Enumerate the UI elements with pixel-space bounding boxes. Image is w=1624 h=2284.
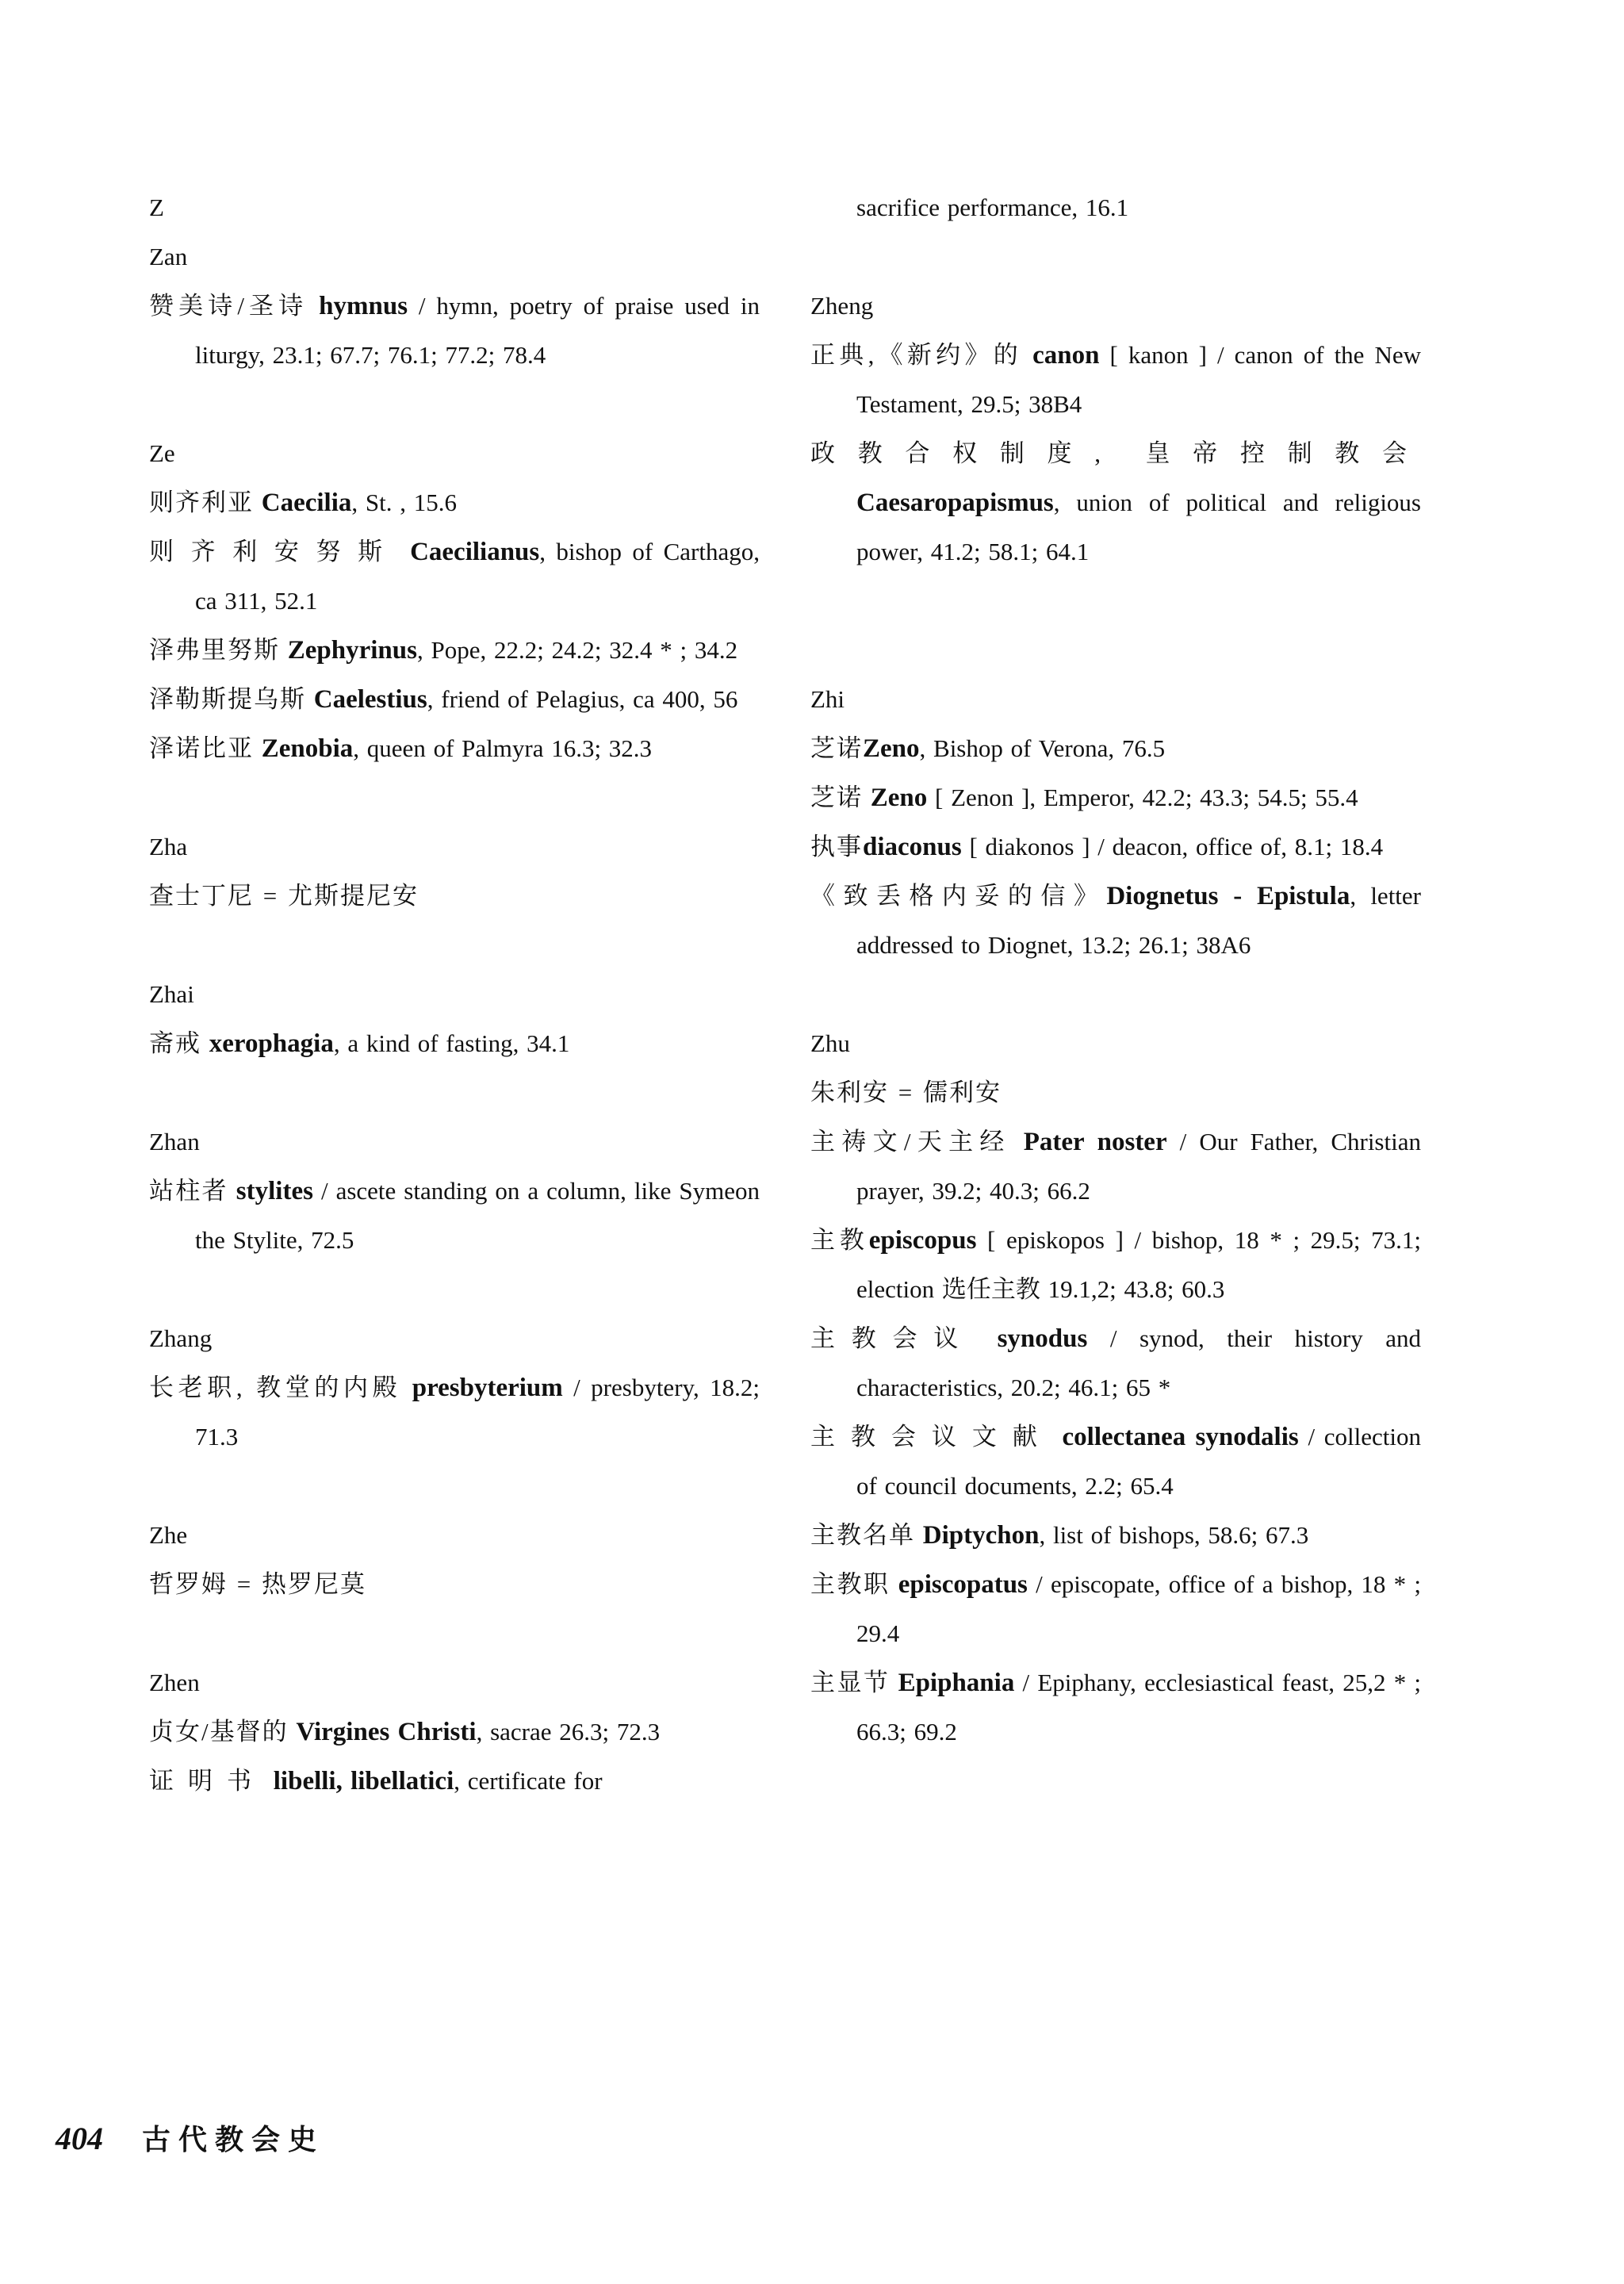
entry-chinese: 《致丢格内妥的信》: [810, 882, 1107, 910]
entry-detail: , queen of Palmyra 16.3; 32.3: [353, 734, 653, 762]
index-entry: [149, 527, 760, 626]
entry-chinese: 长老职, 教堂的内殿: [149, 1374, 402, 1401]
entry-chinese: 泽勒斯提乌斯: [149, 685, 306, 713]
entry-term: diaconus: [863, 833, 962, 861]
page-number: 404: [56, 2121, 103, 2156]
index-entry: [149, 872, 760, 921]
entry-chinese: 贞女/基督的: [149, 1718, 289, 1746]
entry-term: Pater noster: [1023, 1128, 1167, 1156]
entry-detail: [ episkopos ] / bishop, 18 * ; 29.5; 73.1; election 选任主教 19.1,2; 43.8; 60.3: [856, 1226, 1422, 1303]
entry-detail: , list of bishops, 58.6; 67.3: [1039, 1521, 1309, 1549]
entry-chinese: 主祷文/天主经: [810, 1128, 1011, 1155]
entry-detail: , sacrae 26.3; 72.3: [476, 1718, 661, 1746]
entry-detail: , Bishop of Verona, 76.5: [919, 734, 1166, 762]
section-heading: Zhe: [149, 1521, 188, 1549]
index-entry: [810, 872, 1421, 970]
entry-detail: , Pope, 22.2; 24.2; 32.4 * ; 34.2: [416, 636, 738, 664]
entry-detail: , bishop of Carthago, ca 311, 52.1: [195, 538, 760, 615]
entry-term: Diptychon: [922, 1521, 1040, 1550]
entry-term: episcopatus: [898, 1570, 1028, 1599]
entry-detail: / hymn, poetry of praise used in liturgy, 23.1; 67.7; 76.1; 77.2; 78.4: [195, 292, 760, 369]
index-entry: [149, 478, 760, 527]
entry-term: Virgines Christi: [296, 1718, 477, 1746]
page-footer: [56, 2117, 324, 2158]
entry-term: hymnus: [319, 292, 408, 320]
entry-term: Epiphania: [898, 1669, 1015, 1697]
index-entry: [149, 1707, 760, 1757]
entry-detail: [ diakonos ] / deacon, office of, 8.1; 18.4: [961, 833, 1384, 860]
right-column: [810, 183, 1421, 1757]
index-entry: [810, 1216, 1421, 1314]
index-section: [149, 1314, 760, 1462]
entry-chinese: 政教合权制度, 皇帝控制教会: [810, 439, 1421, 467]
index-section: [810, 1019, 1421, 1757]
index-entry: [149, 282, 760, 380]
index-entry: [810, 724, 1421, 773]
entry-term: Zenobia: [261, 734, 354, 763]
entry-chinese: 泽诺比亚: [149, 734, 254, 762]
section-heading: Ze: [149, 439, 175, 467]
index-entry: [810, 1117, 1421, 1216]
entry-detail: , a kind of fasting, 34.1: [333, 1029, 570, 1057]
entry-chinese: 芝诺: [810, 734, 863, 762]
entry-chinese: 正典,《新约》的: [810, 341, 1023, 369]
entry-term: episcopus: [868, 1226, 977, 1255]
entry-detail: / presbytery, 18.2; 71.3: [195, 1374, 760, 1450]
index-entry: [810, 822, 1421, 872]
section-heading: Zhu: [810, 1029, 850, 1057]
index-section: [149, 1511, 760, 1609]
entry-chinese: 主教: [810, 1226, 869, 1254]
index-section: [149, 429, 760, 773]
entry-detail: / ascete standing on a column, like Symeon the Stylite, 72.5: [195, 1177, 760, 1254]
index-entry: [810, 1560, 1421, 1658]
entry-detail: , union of political and religious power, 41.2; 58.1; 64.1: [856, 489, 1421, 565]
entry-chinese: 则齐利安努斯: [149, 538, 400, 565]
entry-detail: [ kanon ] / canon of the New Testament, 29.5; 38B4: [856, 341, 1422, 418]
index-entry: [810, 1412, 1421, 1511]
entry-term: collectanea synodalis: [1062, 1423, 1299, 1451]
entry-chinese: 主教会议文献: [810, 1423, 1053, 1450]
entry-term: synodus: [997, 1324, 1088, 1353]
entry-chinese: 主显节: [810, 1669, 891, 1696]
entry-term: Zeno: [870, 784, 928, 812]
entry-chinese: 朱利安 = 儒利安: [810, 1079, 1002, 1106]
section-heading: Zhang: [149, 1324, 213, 1352]
entry-detail: / collection of council documents, 2.2; 65.4: [856, 1423, 1422, 1500]
index-section: [149, 232, 760, 380]
entry-chinese: 芝诺: [810, 784, 863, 811]
index-entry: [810, 429, 1421, 577]
entry-chinese: 则齐利亚: [149, 489, 254, 516]
entry-chinese: 证明书: [149, 1767, 266, 1795]
entry-chinese: 查士丁尼 = 尤斯提尼安: [149, 882, 419, 910]
index-entry: [149, 724, 760, 773]
section-heading: Zha: [149, 833, 188, 860]
entry-detail: [ Zenon ], Emperor, 42.2; 43.3; 54.5; 55.4: [927, 784, 1358, 811]
index-entry: [149, 675, 760, 724]
index-section: [149, 1658, 760, 1806]
entry-chinese: 主教职: [810, 1570, 891, 1598]
index-entry: [810, 331, 1421, 429]
section-heading: Zhan: [149, 1128, 200, 1155]
index-section: [149, 183, 760, 232]
entry-detail: / Epiphany, ecclesiastical feast, 25,2 * ; 66.3; 69.2: [856, 1669, 1422, 1746]
entry-term: Caecilianus: [410, 538, 540, 566]
index-entry: [149, 1019, 760, 1068]
index-section: [149, 970, 760, 1068]
entry-detail: , letter addressed to Diognet, 13.2; 26.1; 38A6: [856, 882, 1422, 959]
book-title: 古代教会史: [142, 2124, 325, 2156]
entry-detail: sacrifice performance, 16.1: [856, 194, 1129, 221]
index-entry: [149, 1167, 760, 1265]
entry-term: Zeno: [863, 734, 920, 763]
entry-term: presbyterium: [412, 1374, 563, 1402]
index-entry: [810, 1658, 1421, 1757]
entry-term: Zephyrinus: [287, 636, 417, 665]
section-heading: Z: [149, 194, 164, 221]
entry-term: Caecilia: [261, 489, 352, 517]
entry-term: xerophagia: [209, 1029, 334, 1058]
index-entry: [810, 1511, 1421, 1560]
section-heading: Zheng: [810, 292, 874, 320]
index-entry: [149, 1560, 760, 1609]
index-section: [149, 822, 760, 921]
entry-chinese: 站柱者: [149, 1177, 228, 1205]
entry-detail: / Our Father, Christian prayer, 39.2; 40.3; 66.2: [856, 1128, 1421, 1205]
entry-chinese: 赞美诗/圣诗: [149, 292, 308, 320]
entry-chinese: 斋戒: [149, 1029, 201, 1057]
section-heading: Zhai: [149, 980, 194, 1008]
section-heading: Zhen: [149, 1669, 200, 1696]
index-entry: [149, 626, 760, 675]
entry-detail: , friend of Pelagius, ca 400, 56: [427, 685, 738, 713]
entry-term: Caesaropapismus: [856, 489, 1054, 517]
entry-chinese: 主教名单: [810, 1521, 915, 1549]
index-entry: [810, 1068, 1421, 1117]
entry-chinese: 哲罗姆 = 热罗尼莫: [149, 1570, 366, 1598]
entry-chinese: 泽弗里努斯: [149, 636, 280, 664]
entry-term: Diognetus - Epistula: [1106, 882, 1350, 910]
index-entry: [810, 1314, 1421, 1412]
index-entry: [149, 1363, 760, 1462]
entry-detail: , St. , 15.6: [351, 489, 457, 516]
left-column: [149, 183, 760, 1806]
entry-detail: , certificate for: [454, 1767, 603, 1795]
index-entry: [149, 1757, 760, 1806]
entry-term: Caelestius: [313, 685, 427, 714]
section-heading: Zhi: [810, 685, 845, 713]
entry-term: canon: [1032, 341, 1100, 370]
index-section-continuation: [810, 183, 1421, 232]
section-heading: Zan: [149, 243, 188, 270]
entry-term: libelli, libellatici: [273, 1767, 454, 1795]
index-section: [810, 675, 1421, 970]
index-entry-continuation: [810, 183, 1421, 232]
entry-chinese: 执事: [810, 833, 863, 860]
entry-term: stylites: [236, 1177, 313, 1205]
index-entry: [810, 773, 1421, 822]
entry-chinese: 主教会议: [810, 1324, 975, 1352]
index-section: [810, 282, 1421, 577]
index-section: [149, 1117, 760, 1265]
entry-detail: / episcopate, office of a bishop, 18 * ; 29.4: [856, 1570, 1422, 1647]
entry-detail: / synod, their history and characteristics, 20.2; 46.1; 65 *: [856, 1324, 1422, 1401]
